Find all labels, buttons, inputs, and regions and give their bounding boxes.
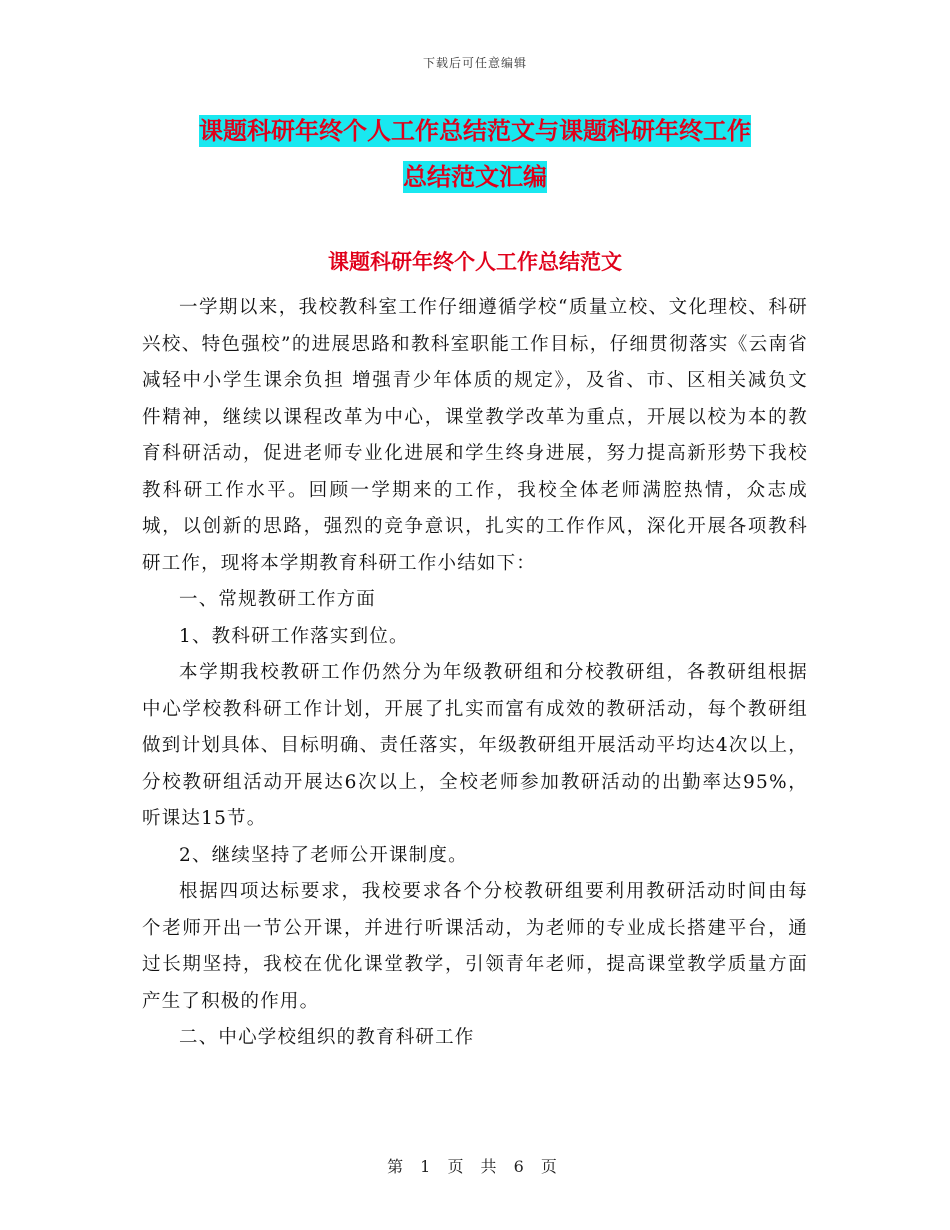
paragraph-intro: 一学期以来，我校教科室工作仔细遵循学校“质量立校、文化理校、科研兴校、特色强校”的进展思路和教科室职能工作目标，仔细贯彻落实《云南省减轻中小学生课余负担 增强青少年体质的规定》，及省、市、区相关减负文件精神，继续以课程改革为中心，课堂教学改革为重点，开展以校为本的教育科研活动，促进老师专业化进展和学生终身进展，努力提高新形势下我校教科研工作水平。回顾一学期来的工作，我校全体老师满腔热情，众志成城，以创新的思路，强烈的竞争意识，扎实的工作作风，深化开展各项教科研工作，现将本学期教育科研工作小结如下： xyxy=(142,297,808,574)
document-body xyxy=(142,290,808,1057)
paragraph-open-class: 根据四项达标要求，我校要求各个分校教研组要利用教研活动时间由每个老师开出一节公开课，并进行听课活动，为老师的专业成长搭建平台，通过长期坚持，我校在优化课堂教学，引领青年老师，提高课堂教学质量方面产生了积极的作用。 xyxy=(142,881,808,1012)
document-title-line-1: 课题科研年终个人工作总结范文与课题科研年终工作 xyxy=(199,117,751,145)
paragraph-research-groups: 本学期我校教研工作仍然分为年级教研组和分校教研组，各教研组根据中心学校教科研工作计划，开展了扎实而富有成效的教研活动，每个教研组做到计划具体、目标明确、责任落实，年级教研组开展活动平均达4次以上，分校教研组活动开展达6次以上，全校老师参加教研活动的出勤率达95%，听课达15节。 xyxy=(142,662,808,829)
document-title-line-2: 总结范文汇编 xyxy=(403,163,547,191)
heading-routine-research: 一、常规教研工作方面 xyxy=(179,589,377,610)
section-title: 课题科研年终个人工作总结范文 xyxy=(328,250,622,274)
subheading-open-class: 2、继续坚持了老师公开课制度。 xyxy=(179,844,468,866)
page-header: 下载后可任意编辑 xyxy=(422,56,527,70)
page-footer: 第 1 页 共 6 页 xyxy=(387,1157,563,1176)
document-title xyxy=(140,108,810,200)
subheading-implementation: 1、教科研工作落实到位。 xyxy=(179,625,409,647)
heading-center-school-research: 二、中心学校组织的教育科研工作 xyxy=(179,1027,475,1048)
